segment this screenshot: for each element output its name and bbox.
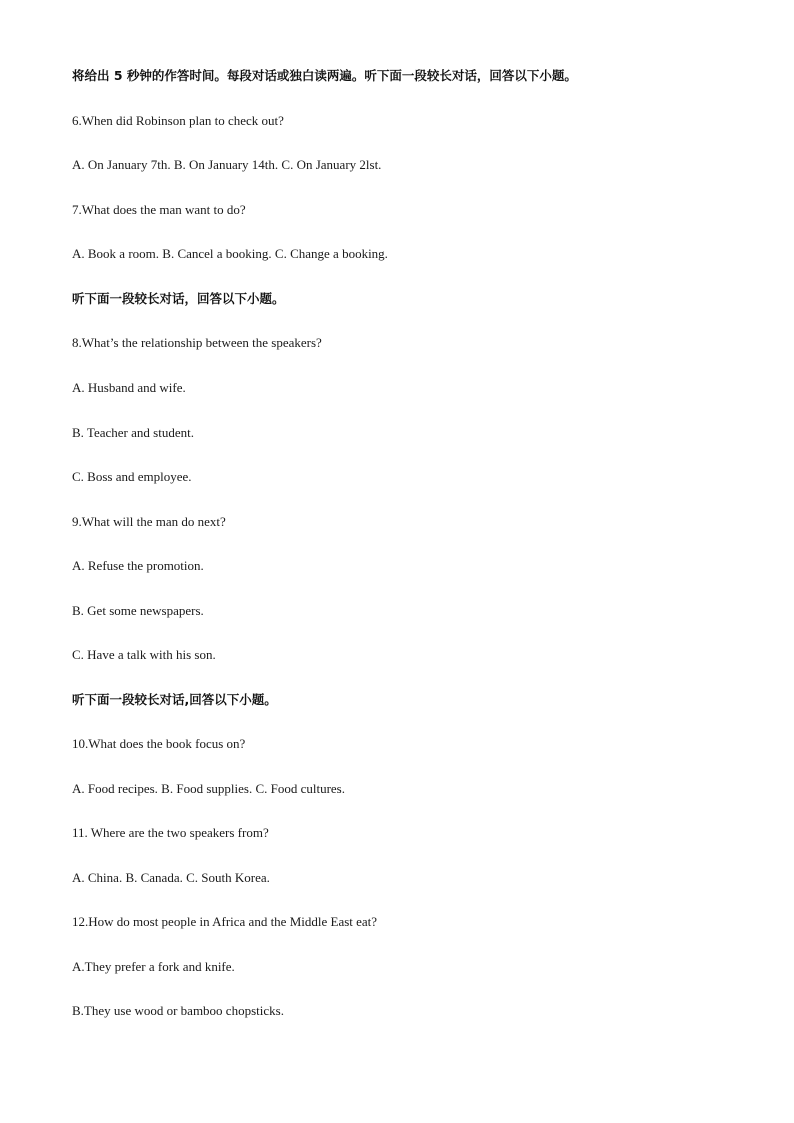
section-instruction: 将给出 5 秒钟的作答时间。每段对话或独白读两遍。听下面一段较长对话，回答以下小题。 <box>72 68 577 83</box>
question-12-option-a: A.They prefer a fork and knife. <box>72 959 235 974</box>
question-7-options: A. Book a room. B. Cancel a booking. C. Change a booking. <box>72 246 388 261</box>
question-10: 10.What does the book focus on? <box>72 736 246 751</box>
question-10-options: A. Food recipes. B. Food supplies. C. Food cultures. <box>72 781 345 796</box>
question-9-option-a: A. Refuse the promotion. <box>72 558 204 573</box>
question-6-options: A. On January 7th. B. On January 14th. C. On January 2lst. <box>72 157 382 172</box>
question-8: 8.What’s the relationship between the speakers? <box>72 335 322 350</box>
question-7: 7.What does the man want to do? <box>72 202 246 217</box>
question-12-option-b: B.They use wood or bamboo chopsticks. <box>72 1003 284 1018</box>
question-6: 6.When did Robinson plan to check out? <box>72 113 284 128</box>
question-8-option-a: A. Husband and wife. <box>72 380 186 395</box>
question-8-option-b: B. Teacher and student. <box>72 425 194 440</box>
question-11-options: A. China. B. Canada. C. South Korea. <box>72 870 270 885</box>
question-11: 11. Where are the two speakers from? <box>72 825 269 840</box>
question-9-option-b: B. Get some newspapers. <box>72 603 204 618</box>
question-12: 12.How do most people in Africa and the Middle East eat? <box>72 914 378 929</box>
section-heading: 听下面一段较长对话,回答以下小题。 <box>72 692 277 707</box>
question-9: 9.What will the man do next? <box>72 514 226 529</box>
question-9-option-c: C. Have a talk with his son. <box>72 647 216 662</box>
question-8-option-c: C. Boss and employee. <box>72 469 192 484</box>
section-heading: 听下面一段较长对话，回答以下小题。 <box>72 291 285 306</box>
